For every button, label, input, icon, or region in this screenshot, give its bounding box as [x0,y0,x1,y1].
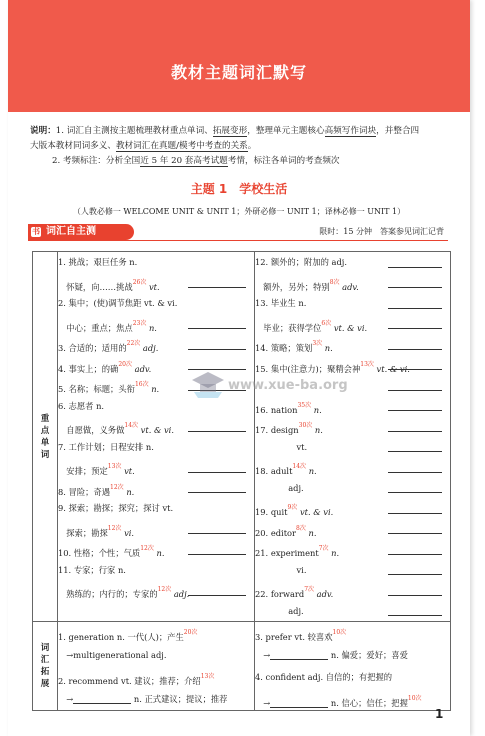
vocab-table [32,251,451,711]
key-words-right-column [255,252,451,622]
answer-blank[interactable] [388,513,442,514]
watermark [190,368,360,406]
frequency-count: 10次 [407,695,422,702]
intro-label: 说明： [30,126,56,136]
entry-text: →multigenerational adj. [58,650,167,660]
frequency-count: 12次 [157,586,172,593]
entry-text: 11. 专家；行家 n. [58,564,126,575]
frequency-count: 10次 [332,629,347,636]
part-of-speech: adv. [339,281,359,292]
intro-text: 2. 考频标注：分析全国 [52,156,141,166]
page-number: 1 [435,707,444,721]
part-of-speech: n. [123,486,135,497]
extension-label [33,622,58,711]
frequency-count: 13次 [200,673,215,680]
answer-blank[interactable] [270,695,328,708]
part-of-speech: n. [328,548,340,558]
entry-text: 毕业；获得学位 [255,322,322,333]
word-entry [255,478,450,499]
word-entry [58,314,254,335]
intro-text: 大版本教材同词多义、 [30,141,116,151]
frequency-count: 8次 [296,524,306,532]
frequency-count: 8次 [329,278,340,286]
entry-text: adj. [255,605,304,616]
word-entry [255,519,450,540]
word-entry [58,416,254,437]
intro-line-2 [30,139,450,154]
entry-text: 13. 毕业生 n. [255,298,307,308]
key-words-left-column [58,252,255,622]
entry-text: 20. editor [255,527,297,538]
intro-underlined: 高频写作词块 [324,126,377,136]
answer-blank[interactable] [388,533,442,534]
intro-text: ，整理单元主题核心 [247,126,325,136]
topic-title: 主题 1 学校生活 [190,182,288,196]
answer-blank[interactable] [388,349,442,350]
entry-text: 4. 事实上；的确 [58,363,119,374]
answer-blank[interactable] [188,554,246,555]
part-of-speech: n. [311,404,322,415]
side-char: 点 [40,425,50,436]
side-char: 展 [40,679,50,689]
section-label: 词汇自主测 [46,226,96,237]
answer-blank[interactable] [388,472,442,473]
answer-blank[interactable] [388,369,442,370]
book-icon: 书 [32,227,40,236]
entry-text: 14. 策略；策划 [255,343,313,353]
part-of-speech: vt. & vi. [373,363,410,374]
page-title: 教材主题词汇默写 [170,63,307,82]
key-words-row [33,252,451,622]
entry-text: 17. design [255,425,299,435]
frequency-count: 14次 [124,422,139,429]
word-entry [58,644,254,666]
word-entry [255,334,450,355]
word-entry [58,688,254,710]
word-entry [58,293,254,314]
entry-text: 22. forward [255,589,305,599]
entry-text: 1. generation n. 一代(人)；产生 [58,632,184,642]
frequency-count: 3次 [312,340,323,347]
intro-text: 。 [247,141,257,151]
answer-blank[interactable] [388,267,442,268]
word-entry [255,580,450,601]
entry-text: 15. 集中(注意力)；聚精会神 [255,363,361,374]
part-of-speech: n. [148,384,160,394]
side-char: 词 [40,449,50,460]
word-entry [58,437,254,458]
word-entry [255,601,450,622]
intro-text: 1. 词汇自主测按主题梳理教材重点单词、 [55,126,213,136]
part-of-speech: adj. [171,589,190,599]
entry-text: adj. [255,482,304,493]
word-entry [255,622,450,644]
answer-blank[interactable] [388,390,442,391]
answer-blank[interactable] [388,431,442,432]
answer-blank[interactable] [388,554,442,555]
word-entry [255,252,450,273]
time-limit-note: 限时：15 分钟 答案参见词汇记背 [319,227,444,236]
frequency-count: 13次 [107,463,122,470]
word-entry [255,560,450,581]
word-entry [58,252,254,273]
entry-text: 探索；勘探 [58,527,108,538]
word-entry [255,273,450,294]
extension-row [33,622,451,711]
answer-blank[interactable] [388,287,442,288]
entry-meaning: n. 偏爱；爱好；喜爱 [328,650,408,660]
entry-text: 10. 性格；个性；气质 [58,548,141,558]
frequency-count: 7次 [304,586,315,593]
entry-text: 8. 冒险；奇遇 [58,486,111,497]
answer-blank[interactable] [388,492,442,493]
extension-left-column [58,622,255,711]
answer-blank[interactable] [270,647,328,660]
frequency-count: 14次 [292,463,307,470]
frequency-count: 13次 [360,360,374,368]
answer-blank[interactable] [388,308,442,309]
part-of-speech: vt. & vi. [297,507,334,517]
answer-blank[interactable] [388,615,442,616]
word-entry [58,273,254,294]
part-of-speech: adv. [131,363,152,374]
graduation-cap-icon [190,370,226,400]
entry-text: vt. [255,441,308,452]
intro-line-3 [30,154,450,169]
intro-underlined: 近 5 年 20 套高考试题 [140,156,228,166]
word-entry [255,688,450,710]
answer-blank[interactable] [188,533,246,534]
side-char: 重 [40,413,50,424]
entry-text: 中心；重点；焦点 [58,322,133,333]
entry-text: 18. adult [255,466,293,476]
entry-text: 21. experiment [255,548,319,558]
word-entry [58,498,254,519]
answer-blank[interactable] [388,410,442,411]
intro-text: 考情，标注各单词的考查频次 [227,156,340,166]
entry-text: → [255,698,271,708]
answer-blank[interactable] [388,328,442,329]
side-char: 词 [40,643,50,653]
entry-text: 3. 合适的；适用的 [58,343,127,353]
word-entry [255,416,450,437]
frequency-count: 20次 [118,360,132,368]
entry-text: 自愿做，义务做 [58,425,125,435]
frequency-count: 9次 [287,504,298,511]
word-entry [58,519,254,540]
answer-blank[interactable] [73,691,131,704]
frequency-count: 16次 [134,381,149,388]
part-of-speech: n. [322,343,333,353]
answer-blank[interactable] [188,431,246,432]
entry-text: 12. 额外的；附加的 adj. [255,257,348,267]
entry-text: 6. 志愿者 n. [58,400,105,411]
entry-text: 怀疑，向……挑战 [58,281,133,292]
answer-blank[interactable] [388,451,442,452]
part-of-speech: adv. [314,589,334,599]
side-char: 汇 [40,655,50,665]
frequency-count: 30次 [298,422,313,429]
word-entry [255,293,450,314]
word-entry [58,622,254,644]
entry-text: 安排；预定 [58,466,108,476]
side-char: 拓 [40,667,50,677]
entry-meaning: n. 信心；信任；把握 [328,698,408,708]
intro-text: ，并整合四 [376,126,420,136]
entry-text: 3. prefer vt. 较喜欢 [255,632,333,642]
extension-right-column [255,622,451,711]
part-of-speech: n. [306,466,317,476]
answer-blank[interactable] [188,349,246,350]
word-entry [255,539,450,560]
word-entry [58,457,254,478]
frequency-count: 26次 [132,278,147,286]
word-entry [58,334,254,355]
entry-text: 1. 挑战；艰巨任务 n. [58,257,138,267]
part-of-speech: vt. & vi. [138,425,174,435]
answer-blank[interactable] [388,595,442,596]
word-entry [255,457,450,478]
header-divider [8,112,470,120]
entry-meaning: n. 正式建议；提议；推荐 [131,694,228,704]
watermark-text: www.xue-ba.org [228,378,348,393]
entry-text: 5. 名称；标题；头衔 [58,384,135,394]
answer-blank[interactable] [188,287,246,288]
part-of-speech: n. [146,322,157,333]
intro-underlined: 拓展变形 [212,126,248,136]
entry-text: 16. nation [255,404,298,415]
entry-text: 9. 探索；勘探；探究；探讨 vt. [58,503,174,513]
answer-blank[interactable] [188,328,246,329]
entry-text: 7. 工作计划；日程安排 n. [58,441,154,452]
entry-text: 4. confident adj. 自信的；有把握的 [255,672,393,682]
word-entry [58,560,254,581]
entry-text: 2. 集中；(使)调节焦距 vt. & vi. [58,298,178,308]
section-pill [28,224,134,240]
part-of-speech: n. [153,548,165,558]
intro-notes [30,124,450,169]
word-entry [255,498,450,519]
part-of-speech: adj. [140,343,159,353]
part-of-speech: vt. [146,281,160,292]
part-of-speech: vt. & vi. [331,322,368,333]
frequency-count: 35次 [297,401,312,409]
word-entry [255,666,450,688]
part-of-speech: vi. [121,527,135,538]
entry-text: vi. [255,564,307,575]
page [8,0,470,736]
header-band [8,0,470,112]
entry-text: 熟练的；内行的；专家的 [58,589,158,599]
word-entry [58,478,254,499]
frequency-count: 20次 [183,629,198,636]
frequency-count: 22次 [126,340,141,347]
frequency-count: 12次 [107,524,122,532]
section-header [28,224,448,241]
word-entry [58,666,254,688]
word-entry [255,437,450,458]
topic-sources: （人教必修一 WELCOME UNIT & UNIT 1；外研必修一 UNIT 1；译林必修一 UNIT 1） [72,207,406,216]
entry-text: 额外，另外；特别 [255,281,330,292]
frequency-count: 12次 [140,545,154,552]
frequency-count: 23次 [132,319,147,327]
word-entry [58,580,254,601]
frequency-count: 12次 [110,483,124,491]
part-of-speech: n. [312,425,323,435]
frequency-count: 6次 [321,319,332,327]
part-of-speech: n. [305,527,317,538]
answer-blank[interactable] [188,472,246,473]
key-words-label [33,252,58,622]
entry-text: → [255,650,271,660]
answer-blank[interactable] [188,595,246,596]
word-entry [255,644,450,666]
side-char: 单 [40,437,50,448]
intro-underlined: 教材词汇在真题/模考中考查的关系 [115,141,248,151]
word-entry [58,539,254,560]
intro-line-1 [30,124,450,139]
entry-text: → [58,694,74,704]
entry-text: 2. recommend vt. 建议；推荐；介绍 [58,676,201,686]
frequency-count: 7次 [318,545,329,552]
entry-text: 19. quit [255,507,288,517]
part-of-speech: vt. [121,466,135,476]
answer-blank[interactable] [188,492,246,493]
answer-blank[interactable] [388,574,442,575]
word-entry [255,314,450,335]
